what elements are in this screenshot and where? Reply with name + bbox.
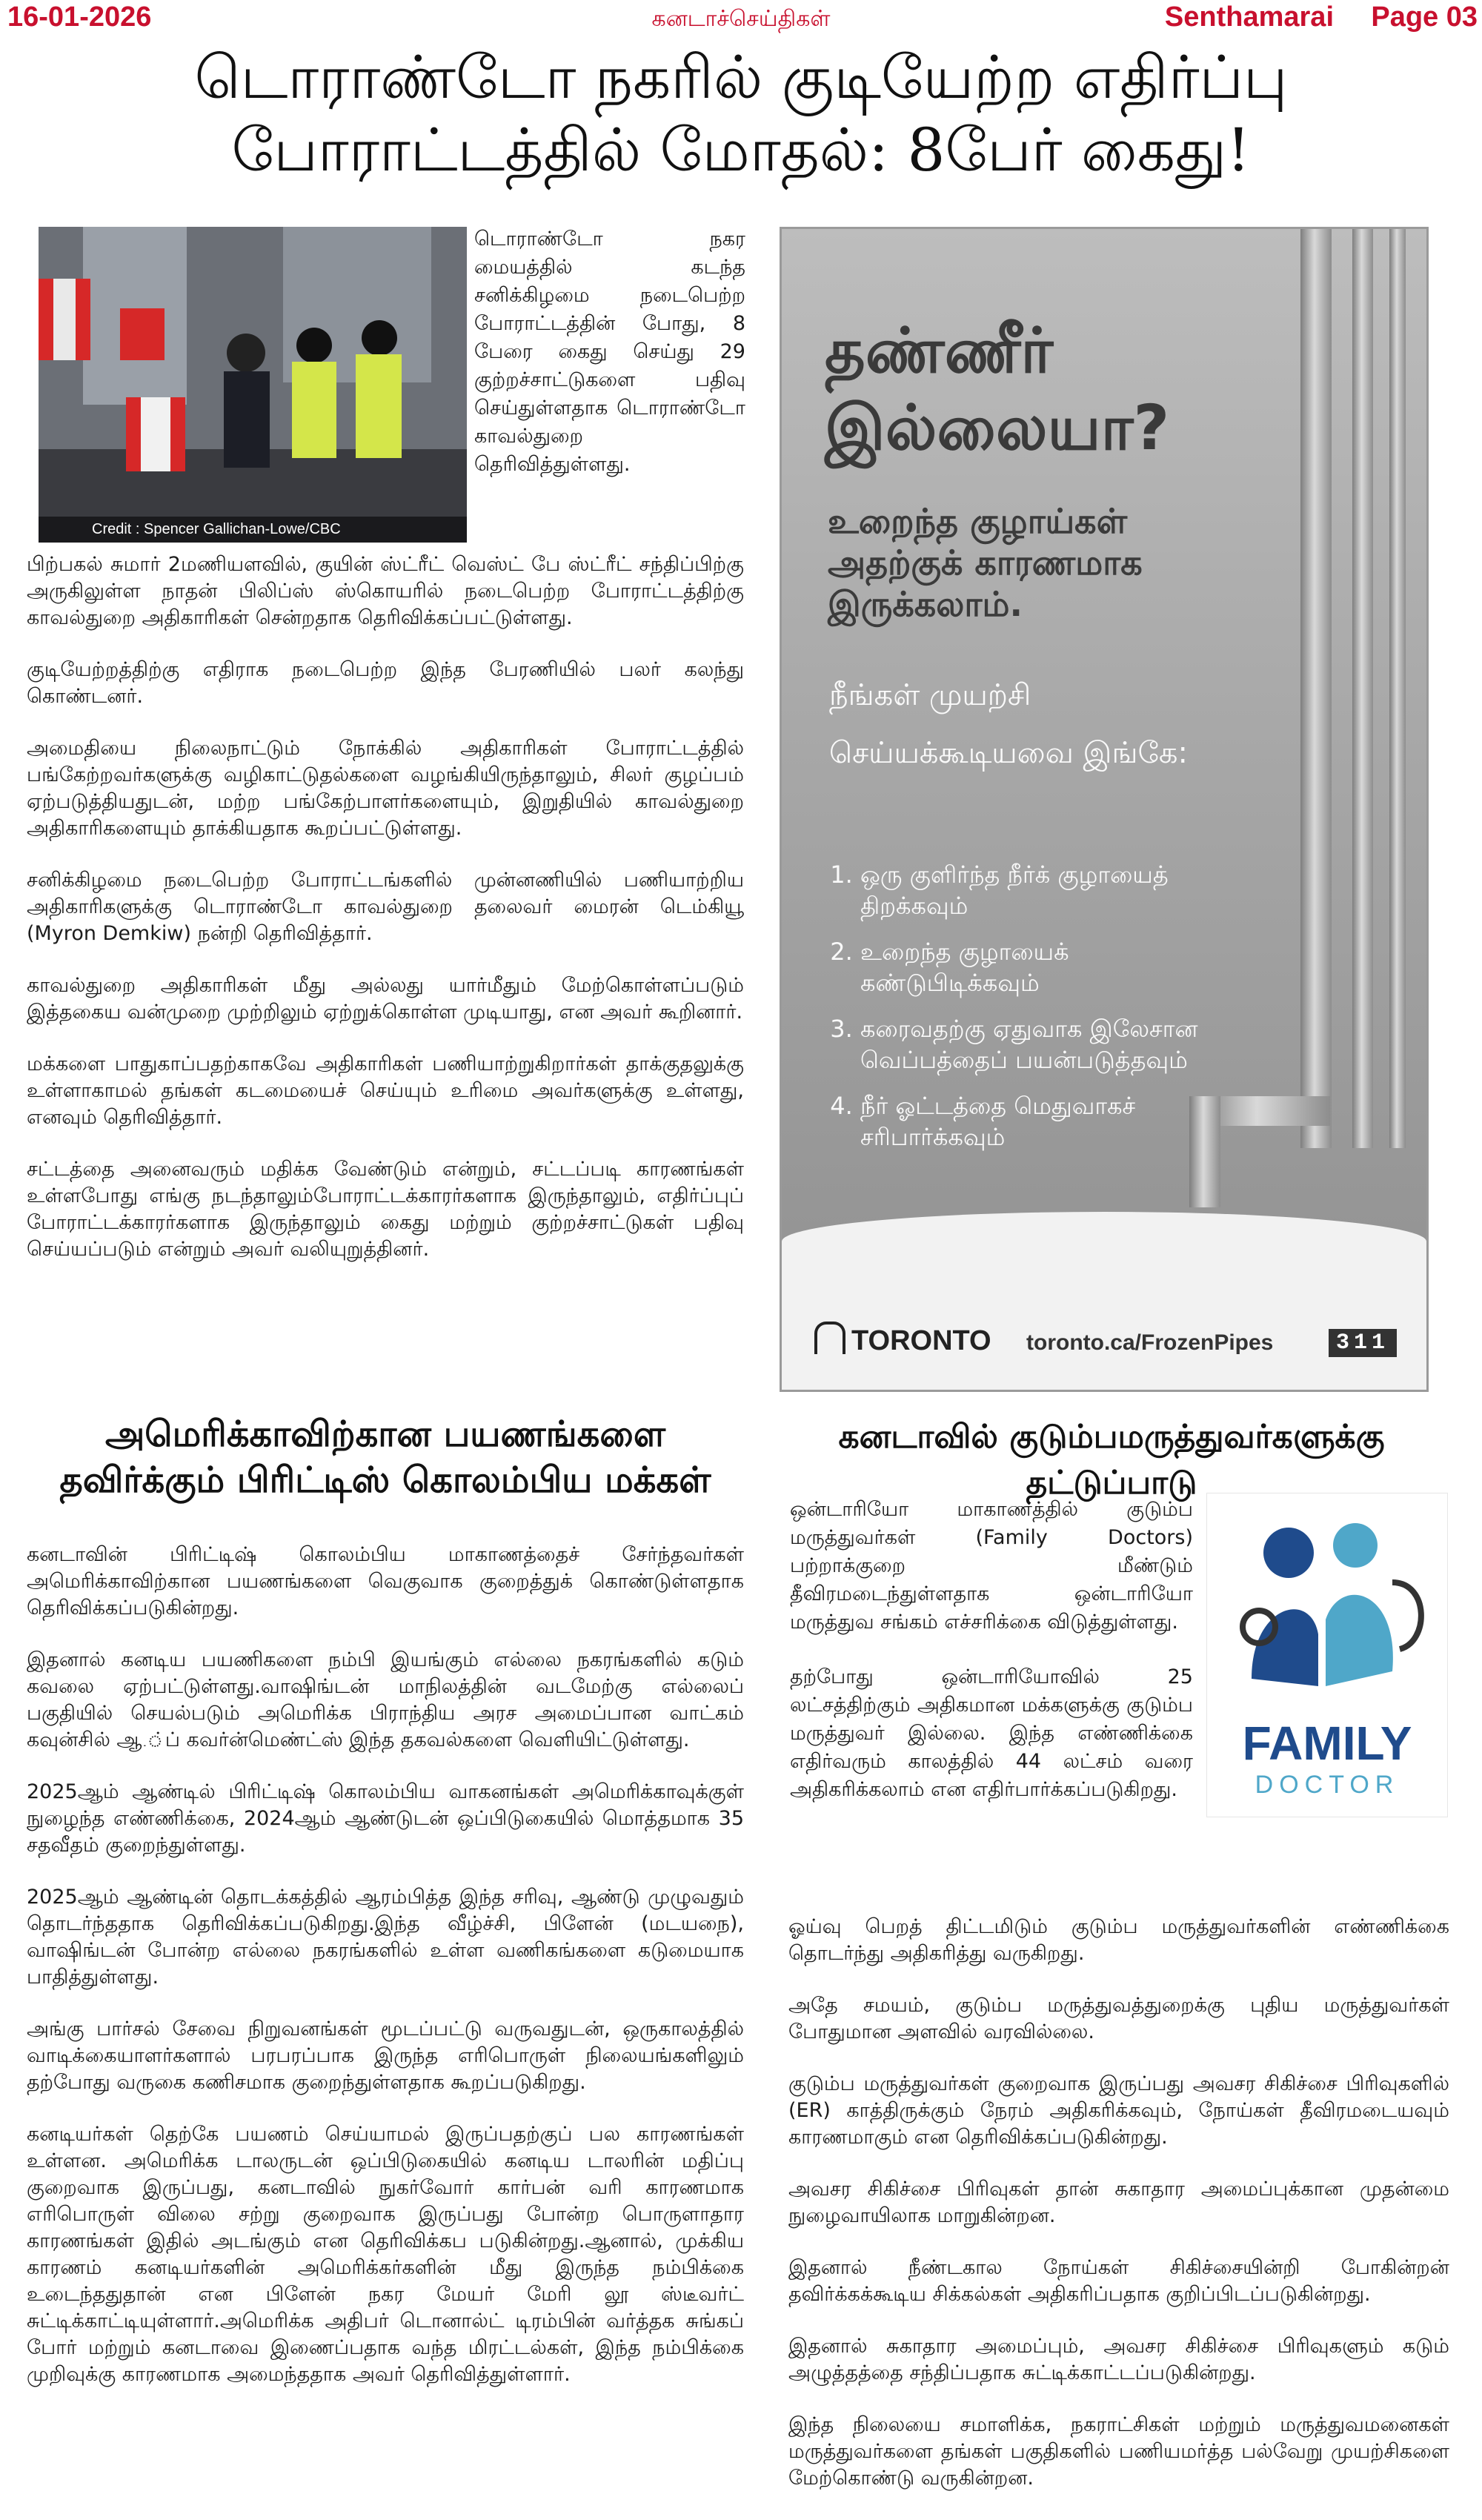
issue-date: 16-01-2026	[7, 1, 152, 33]
story2-paragraph: 2025ஆம் ஆண்டில் பிரிட்டிஷ் கொலம்பிய வாகனங்கள் அமெரிக்காவுக்குள் நுழைந்த எண்ணிக்கை, 2024ஆம் ஆண்டுடன் ஒப்பிடுகையில் மொத்தமாக 35 சதவீதம் குறைந்துள்ளது.	[27, 1780, 744, 1857]
family-doctor-logo	[1206, 1493, 1448, 1817]
ad-step: 4. நீர் ஓட்டத்தை மெதுவாகச் சரிபார்க்கவும்	[860, 1090, 1246, 1153]
page-number: Page 03	[1371, 1, 1478, 33]
toronto-logo-text: TORONTO	[851, 1325, 991, 1356]
story3-paragraph: இதனால் சுகாதார அமைப்பும், அவசர சிகிச்சை பிரிவுகளும் கடும் அழுத்தத்தை சந்திப்பதாக சுட்டிக்காட்டப்படுகின்றது.	[788, 2335, 1449, 2384]
snow-graphic	[782, 1212, 1426, 1390]
ad-step: 1. ஒரு குளிர்ந்த நீர்க் குழாயைத் திறக்கவும்	[860, 859, 1246, 921]
story1-paragraph: மக்களை பாதுகாப்பதற்காகவே அதிகாரிகள் பணியாற்றுகிறார்கள் தாக்குதலுக்கு உள்ளாகாமல் தங்கள் கடமையைச் செய்யும் உரிமை அவர்களுக்கு உள்ளது, எனவும் தெரிவித்தார்.	[27, 1052, 744, 1129]
story2-paragraph: கனடியர்கள் தெற்கே பயணம் செய்யாமல் இருப்பதற்குப் பல காரணங்கள் உள்ளன. அமெரிக்க டாலருடன் ஒப்பிடுகையில் கனடிய டாலரின் மதிப்பு குறைவாக இருப்பது, கனடாவில் நுகர்வோர் கார்பன் வரி காரணமாக எரிபொருள் விலை சற்று குறைவாக இருப்பது போன்ற பொருளாதார காரணங்கள் இதில் அடங்கும் என தெரிவிக்கப படுகின்றது.ஆனால், முக்கிய காரணம் கனடியர்களின் அமெரிக்கர்களின் மீது இருந்த நம்பிக்கை உடைந்ததுதான் என பிளேன் நகர மேயர் மேரி லூ ஸ்டீவர்ட் சுட்டிக்காட்டியுள்ளார்.அமெரிக்க அதிபர் டொனால்ட் டிரம்பின் வர்த்தக சுங்கப் போர் மற்றும் கனடாவை இணைப்பதாக வந்த மிரட்டல்கள், இந்த நம்பிக்கை முறிவுக்கு காரணமாக அமைந்ததாக அவர் தெரிவித்துள்ளார்.	[27, 2123, 744, 2386]
city-hall-icon	[814, 1322, 845, 1354]
ad-intro: நீங்கள் முயற்சி செய்யக்கூடியவை இங்கே:	[829, 678, 1188, 770]
story3-lead-2: தற்போது ஒன்டாரியோவில் 25 லட்சத்திற்கும் அதிகமான மக்களுக்கு குடும்ப மருத்துவர் இல்லை. இந்த எண்ணிக்கை எதிர்வரும் காலத்தில் 44 லட்சம் வரை அதிகரிக்கலாம் என எதிர்பார்க்கப்படுகிறது.	[790, 1665, 1193, 1801]
photo-credit: Credit : Spencer Gallichan-Lowe/CBC	[39, 517, 467, 543]
story1-paragraph: அமைதியை நிலைநாட்டும் நோக்கில் அதிகாரிகள் போராட்டத்தில் பங்கேற்றவர்களுக்கு வழிகாட்டுதல்களை வழங்கியிருந்தாலும், சிலர் குழப்பம் ஏற்படுத்தியதுடன், மற்ற பங்கேற்பாளர்களையும், இறுதியில் காவல்துறை அதிகாரிகளையும் தாக்கியதாக கூறப்பட்டுள்ளது.	[27, 737, 744, 840]
story2-title-line-2: தவிர்க்கும் பிரிட்டிஸ் கொலம்பிய மக்கள்	[59, 1459, 711, 1501]
story3-paragraph: இதனால் நீண்டகால நோய்கள் சிகிச்சையின்றி போகின்றன் தவிர்க்கக்கூடிய சிக்கல்கள் அதிகரிப்பதாக குறிப்பிடப்படுகின்றது.	[788, 2256, 1449, 2306]
story3-paragraph: அவசர சிகிச்சை பிரிவுகள் தான் சுகாதார அமைப்புக்கான முதன்மை நுழைவாயிலாக மாறுகின்றன.	[788, 2178, 1449, 2227]
headline-line-1: டொராண்டோ நகரில் குடியேற்ற எதிர்ப்பு	[194, 43, 1288, 112]
story3-paragraph: குடும்ப மருத்துவர்கள் குறைவாக இருப்பது அவசர சிகிச்சை பிரிவுகளில் (ER) காத்திருக்கும் நேரம் அதிகரிக்கவும், நோய்கள் தீவிரமடையவும் காரணமாகும் என தெரிவிக்கப்படுகின்றது.	[788, 2072, 1449, 2149]
story2-paragraph: இதனால் கனடிய பயணிகளை நம்பி இயங்கும் எல்லை நகரங்களில் கடும் கவலை ஏற்பட்டுள்ளது.வாஷிங்டன் மாநிலத்தின் வடமேற்கு எல்லைப் பகுதியில் செயல்படும் அமெரிக்க பிராந்திய அரச அமைப்பான வாட்கம் கவுன்சில் ஆ.்ப் கவர்ன்மெண்ட்ஸ் இந்த தகவல்களை வெளியிட்டுள்ளது.	[27, 1648, 744, 1751]
ad-subtitle: உறைந்த குழாய்கள் அதற்குக் காரணமாக இருக்கலாம்.	[828, 501, 1143, 624]
protest-photo	[39, 227, 467, 543]
story2-title-line-1: அமெரிக்காவிற்கான பயணங்களை	[104, 1413, 666, 1455]
story3-paragraph: ஓய்வு பெறத் திட்டமிடும் குடும்ப மருத்துவர்களின் எண்ணிக்கை தொடர்ந்து அதிகரித்து வருகிறது.	[788, 1915, 1449, 1965]
doctor-stethoscope-icon	[1207, 1493, 1447, 1716]
frozen-pipes-advertisement[interactable]	[780, 227, 1429, 1392]
section-category: கனடாச்செய்திகள்	[651, 6, 831, 32]
story3-lead-block	[790, 1496, 1193, 1804]
pipe-graphic	[1300, 229, 1332, 1148]
story1-paragraph: காவல்துறை அதிகாரிகள் மீது அல்லது யார்மீதும் மேற்கொள்ளப்படும் இத்தகைய வன்முறை முற்றிலும் ஏற்றுக்கொள்ள முடியாது, என அவர் கூறினார்.	[27, 974, 744, 1024]
story1-paragraph: குடியேற்றத்திற்கு எதிராக நடைபெற்ற இந்த பேரணியில் பலர் கலந்து கொண்டனர்.	[27, 658, 744, 708]
story3-body	[788, 1914, 1449, 2517]
pipe-graphic	[1352, 229, 1373, 1148]
story1-paragraph: சனிக்கிழமை நடைபெற்ற போராட்டங்களில் முன்னணியில் பணியாற்றிய அதிகாரிகளுக்கு டொராண்டோ காவல்துறை தலைவர் மைரன் டெம்கியூ (Myron Demkiw) நன்றி தெரிவித்தார்.	[27, 869, 744, 945]
story1-paragraph: சட்டத்தை அனைவரும் மதிக்க வேண்டும் என்றும், சட்டப்படி காரணங்கள் உள்ளபோது எங்கு நடந்தாலும்போராட்டக்காரர்களாக இருந்தாலும், எதிர்ப்புப் போராட்டக்காரர்களாக இருந்தாலும் கைது மற்றும் குற்றச்சாட்டுகள் பதிவு செய்யப்படும் என்றும் அவர் வலியுறுத்தினர்.	[27, 1158, 744, 1261]
ad-step: 2. உறைந்த குழாயைக் கண்டுபிடிக்கவும்	[860, 936, 1246, 998]
toronto-logo	[814, 1322, 991, 1357]
story2-paragraph: 2025ஆம் ஆண்டின் தொடக்கத்தில் ஆரம்பித்த இந்த சரிவு, ஆண்டு முழுவதும் தொடர்ந்ததாக தெரிவிக்கப்படுகிறது.இந்த வீழ்ச்சி, பிளேன் (மடயநை), வாஷிங்டன் போன்ற எல்லை நகரங்களில் உள்ள வணிகங்களை கடுமையாக பாதித்துள்ளது.	[27, 1886, 744, 1989]
story3-paragraph: இந்த நிலையை சமாளிக்க, நகராட்சிகள் மற்றும் மருத்துவமனைகள் மருத்துவர்களை தங்கள் பகுதிகளில் பணியமர்த்த பல்வேறு முயற்சிகளை மேற்கொண்டு வருகின்றன.	[788, 2413, 1449, 2490]
ad-steps-list	[822, 859, 1246, 1167]
story1-lead-2: பிற்பகல் சுமார் 2மணியளவில், குயின் ஸ்ட்ரீட் வெஸ்ட் பே ஸ்ட்ரீட் சந்திப்பிற்கு அருகிலுள்ள நாதன் பிலிப்ஸ் ஸ்கொயரில் நடைபெற்ற போராட்டத்திற்கு காவல்துறை அதிகாரிகள் சென்றதாக தெரிவிக்கப்பட்டுள்ளது.	[27, 553, 744, 629]
page-header	[0, 0, 1482, 39]
story1-lead: டொராண்டோ நகர மையத்தில் கடந்த சனிக்கிழமை நடைபெற்ற போராட்டத்தின் போது, 8 பேரை கைது செய்து 29 குற்றச்சாட்டுகளை பதிவு செய்துள்ளதாக டொராண்டோ காவல்துறை தெரிவித்துள்ளது.	[474, 228, 745, 476]
story3-lead: ஒன்டாரியோ மாகாணத்தில் குடும்ப மருத்துவர்கள் (Family Doctors) பற்றாக்குறை மீண்டும் தீவிரமடைந்துள்ளதாக ஒன்டாரியோ மருத்துவ சங்கம் எச்சரிக்கை விடுத்துள்ளது.	[790, 1498, 1193, 1634]
logo-word-doctor: DOCTOR	[1255, 1771, 1400, 1799]
headline-line-2: போராட்டத்தில் மோதல்: 8பேர் கைது!	[231, 116, 1251, 185]
story1-body	[27, 551, 744, 1288]
ad-url-link[interactable]: toronto.ca/FrozenPipes	[1026, 1330, 1274, 1355]
ad-step: 3. கரைவதற்கு ஏதுவாக இலேசான வெப்பத்தைப் பயன்படுத்தவும்	[860, 1013, 1246, 1075]
phone-311-badge: 311	[1329, 1329, 1397, 1357]
story2-paragraph: கனடாவின் பிரிட்டிஷ் கொலம்பிய மாகாணத்தைச் சேர்ந்தவர்கள் அமெரிக்காவிற்கான பயணங்களை வெகுவாக குறைத்துக் கொண்டுள்ளதாக தெரிவிக்கப்படுகின்றது.	[27, 1543, 744, 1619]
story3-title: கனடாவில் குடும்பமருத்துவர்களுக்கு தட்டுப்பாடு	[838, 1418, 1385, 1502]
main-headline	[30, 42, 1452, 187]
newspaper-brand[interactable]: Senthamarai	[1164, 1, 1334, 33]
logo-word-family: FAMILY	[1242, 1717, 1412, 1770]
ad-headline: தண்ணீர் இல்லையா?	[825, 314, 1170, 464]
story2-title	[30, 1411, 741, 1503]
pipe-graphic	[1389, 229, 1406, 1148]
story2-body	[27, 1542, 744, 2413]
story2-paragraph: அங்கு பார்சல் சேவை நிறுவனங்கள் மூடப்பட்டு வருவதுடன், ஒருகாலத்தில் வாடிக்கையாளர்களால் பரபரப்பாக இருந்த எரிபொருள் நிலையங்களிலும் தற்போது வருகை கணிசமாக குறைந்துள்ளதாக கூறப்படுகிறது.	[27, 2017, 744, 2094]
protest-photo-image	[39, 227, 467, 543]
story3-paragraph: அதே சமயம், குடும்ப மருத்துவத்துறைக்கு புதிய மருத்துவர்கள் போதுமான அளவில் வரவில்லை.	[788, 1994, 1449, 2043]
